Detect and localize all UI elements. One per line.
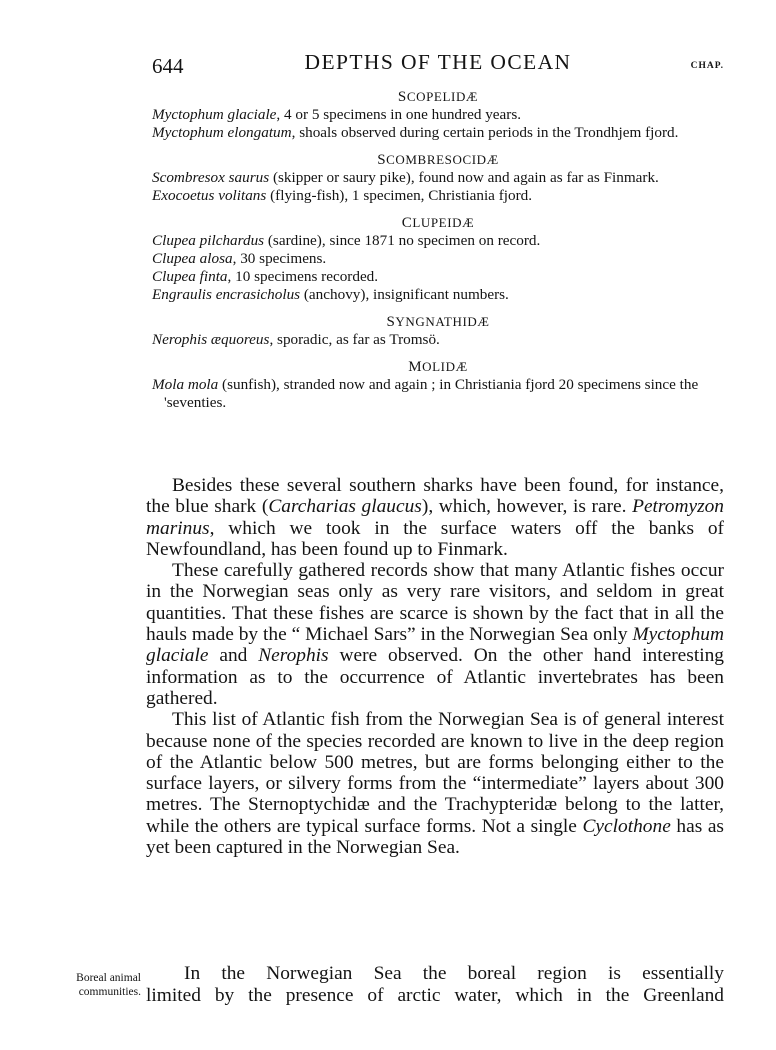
running-title: DEPTHS OF THE OCEAN	[304, 50, 572, 74]
family-heading-syngnathidae: SYNGNATHIDÆ	[386, 314, 490, 330]
species-entry: Engraulis encrasicholus (anchovy), insignificant numbers.	[152, 286, 509, 303]
text-line: limited by the presence of arctic water, which in the Greenland	[146, 985, 724, 1006]
species-entry: Nerophis æquoreus, sporadic, as far as Tromsö.	[152, 331, 440, 348]
chapter-label: CHAP.	[690, 61, 724, 71]
species-entry: Clupea alosa, 30 specimens.	[152, 250, 327, 267]
family-heading-clupeidae: CLUPEIDÆ	[401, 215, 475, 231]
family-heading-scopelidae: SCOPELIDÆ	[397, 89, 479, 105]
text-line: In the Norwegian Sea the boreal region is essentially	[184, 963, 724, 984]
paragraph-boreal-region	[146, 963, 724, 1007]
margin-note: Boreal animal communities.	[76, 972, 141, 998]
family-heading-scombresocidae: SCOMBRESOCIDÆ	[377, 152, 499, 168]
paragraph-southern-sharks: Besides these several southern sharks have been found, for instance, the blue shark (Carcharias glaucus), which, however, is rare. Petromyzon marinus, which we took in the surface waters off the banks of Newfoundland, has been found up to Finmark.	[146, 475, 725, 560]
page-header	[152, 50, 724, 82]
species-entry: Myctophum elongatum, shoals observed during certain periods in the Trondhjem fjord.	[152, 124, 679, 141]
species-entry: Clupea finta, 10 specimens recorded.	[152, 268, 379, 285]
family-heading-molidae: MOLIDÆ	[408, 359, 468, 375]
species-entry: Mola mola (sunfish), stranded now and again ; in Christiania fjord 20 specimens since the 'seventies.	[152, 376, 699, 411]
species-entry: Clupea pilchardus (sardine), since 1871 no specimen on record.	[152, 232, 541, 249]
species-catalog	[152, 88, 724, 412]
paragraph-rare-visitors: These carefully gathered records show that many Atlantic fishes occur in the Norwegian seas only as very rare visitors, and seldom in great quantities. That these fishes are scarce is shown by the fact that in all the hauls made by the “ Michael Sars” in the Norwegian Sea only Myctophum glaciale and Nerophis were observed. On the other hand interesting information as to the occurrence of Atlantic invertebrates has been gathered.	[146, 560, 724, 709]
main-text	[146, 475, 724, 858]
species-entry: Scombresox saurus (skipper or saury pike), found now and again as far as Finmark.	[152, 169, 659, 186]
page-number: 644	[152, 54, 184, 78]
paragraph-general-interest: This list of Atlantic fish from the Norwegian Sea is of general interest because none of the species recorded are known to live in the deep region of the Atlantic below 500 metres, but are forms belonging either to the surface layers, or silvery forms from the “intermediate” layers about 300 metres. The Sternoptychidæ and the Trachypteridæ belong to the latter, while the others are typical surface forms. Not a single Cyclothone has as yet been captured in the Norwegian Sea.	[146, 709, 724, 859]
species-entry: Myctophum glaciale, 4 or 5 specimens in one hundred years.	[152, 106, 522, 123]
species-entry: Exocoetus volitans (flying-fish), 1 specimen, Christiania fjord.	[152, 187, 533, 204]
